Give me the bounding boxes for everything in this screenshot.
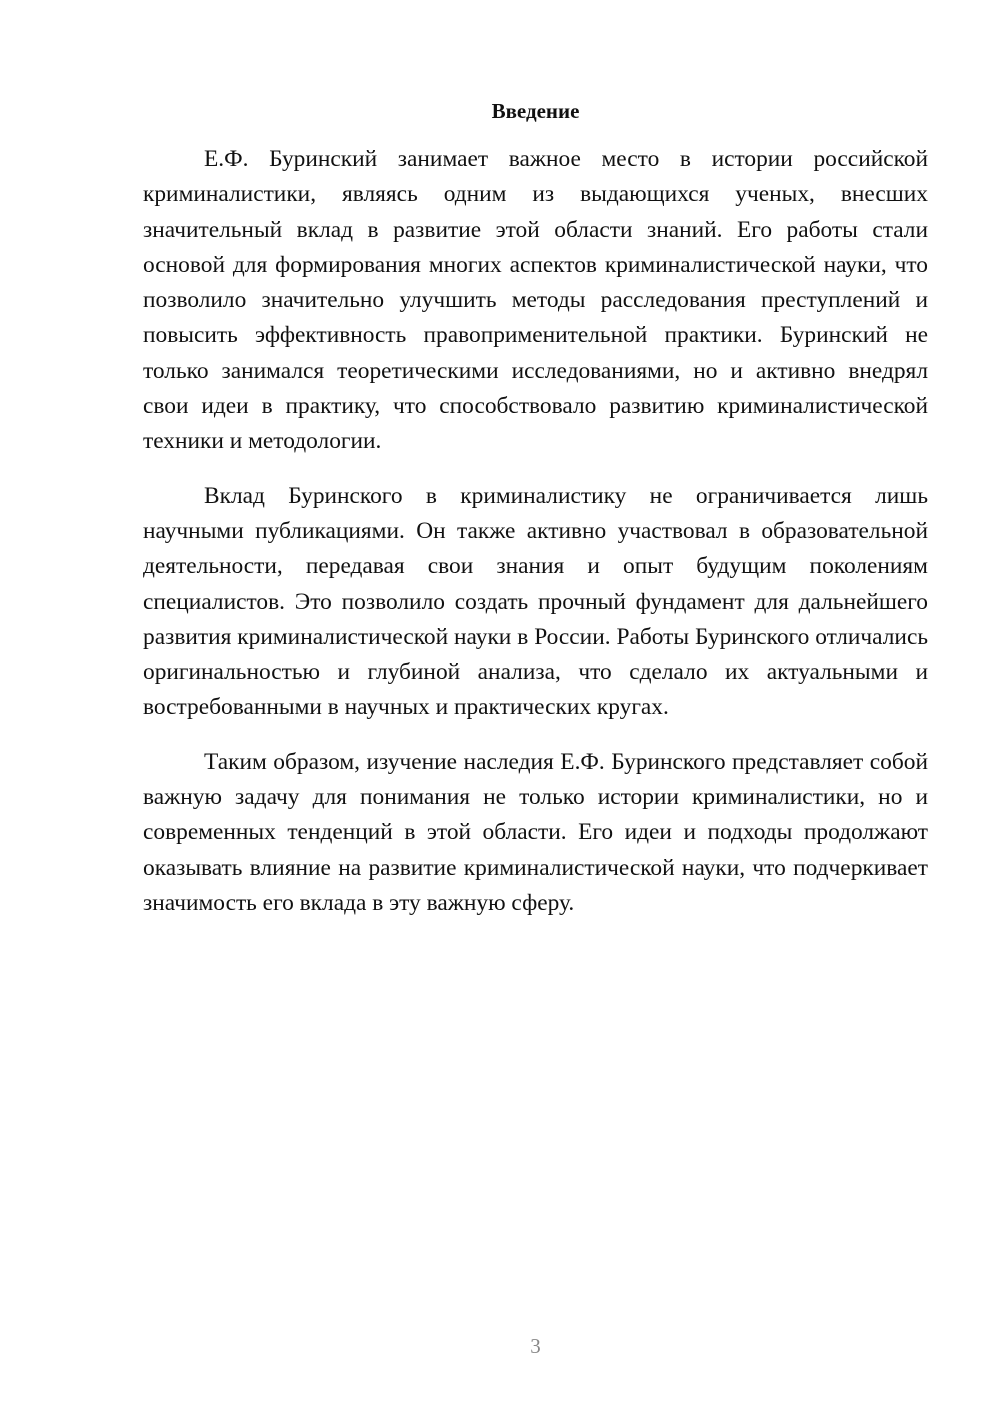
section-heading: Введение [491,99,580,123]
body-text [143,142,928,940]
page-number: 3 [530,1334,541,1358]
paragraph-3: Таким образом, изучение наследия Е.Ф. Буринского представляет собой важную задачу для понимания не только истории криминалистики, но и современных тенденций в этой области. Его идеи и подходы продолжают оказывать влияние на развитие криминалистической науки, что подчеркивает значимость его вклада в эту важную сферу. [143,748,928,916]
paragraph-2: Вклад Буринского в криминалистику не ограничивается лишь научными публикациями. Он также активно участвовал в образовательной деятельности, передавая свои знания и опыт будущим поколениям специалистов. Это позволило создать прочный фундамент для дальнейшего развития криминалистической науки в России. Работы Буринского отличались оригинальностью и глубиной анализа, что сделало их актуальными и востребованными в научных и практических кругах. [143,482,928,721]
paragraph-1: Е.Ф. Буринский занимает важное место в истории российской криминалистики, являясь одним из выдающихся ученых, внесших значительный вклад в развитие этой области знаний. Его работы стали основой для формирования многих аспектов криминалистической науки, что позволило значительно улучшить методы расследования преступлений и повысить эффективность правоприменительной практики. Буринский не только занимался теоретическими исследованиями, но и активно внедрял свои идеи в практику, что способствовало развитию криминалистической техники и методологии. [143,146,928,455]
